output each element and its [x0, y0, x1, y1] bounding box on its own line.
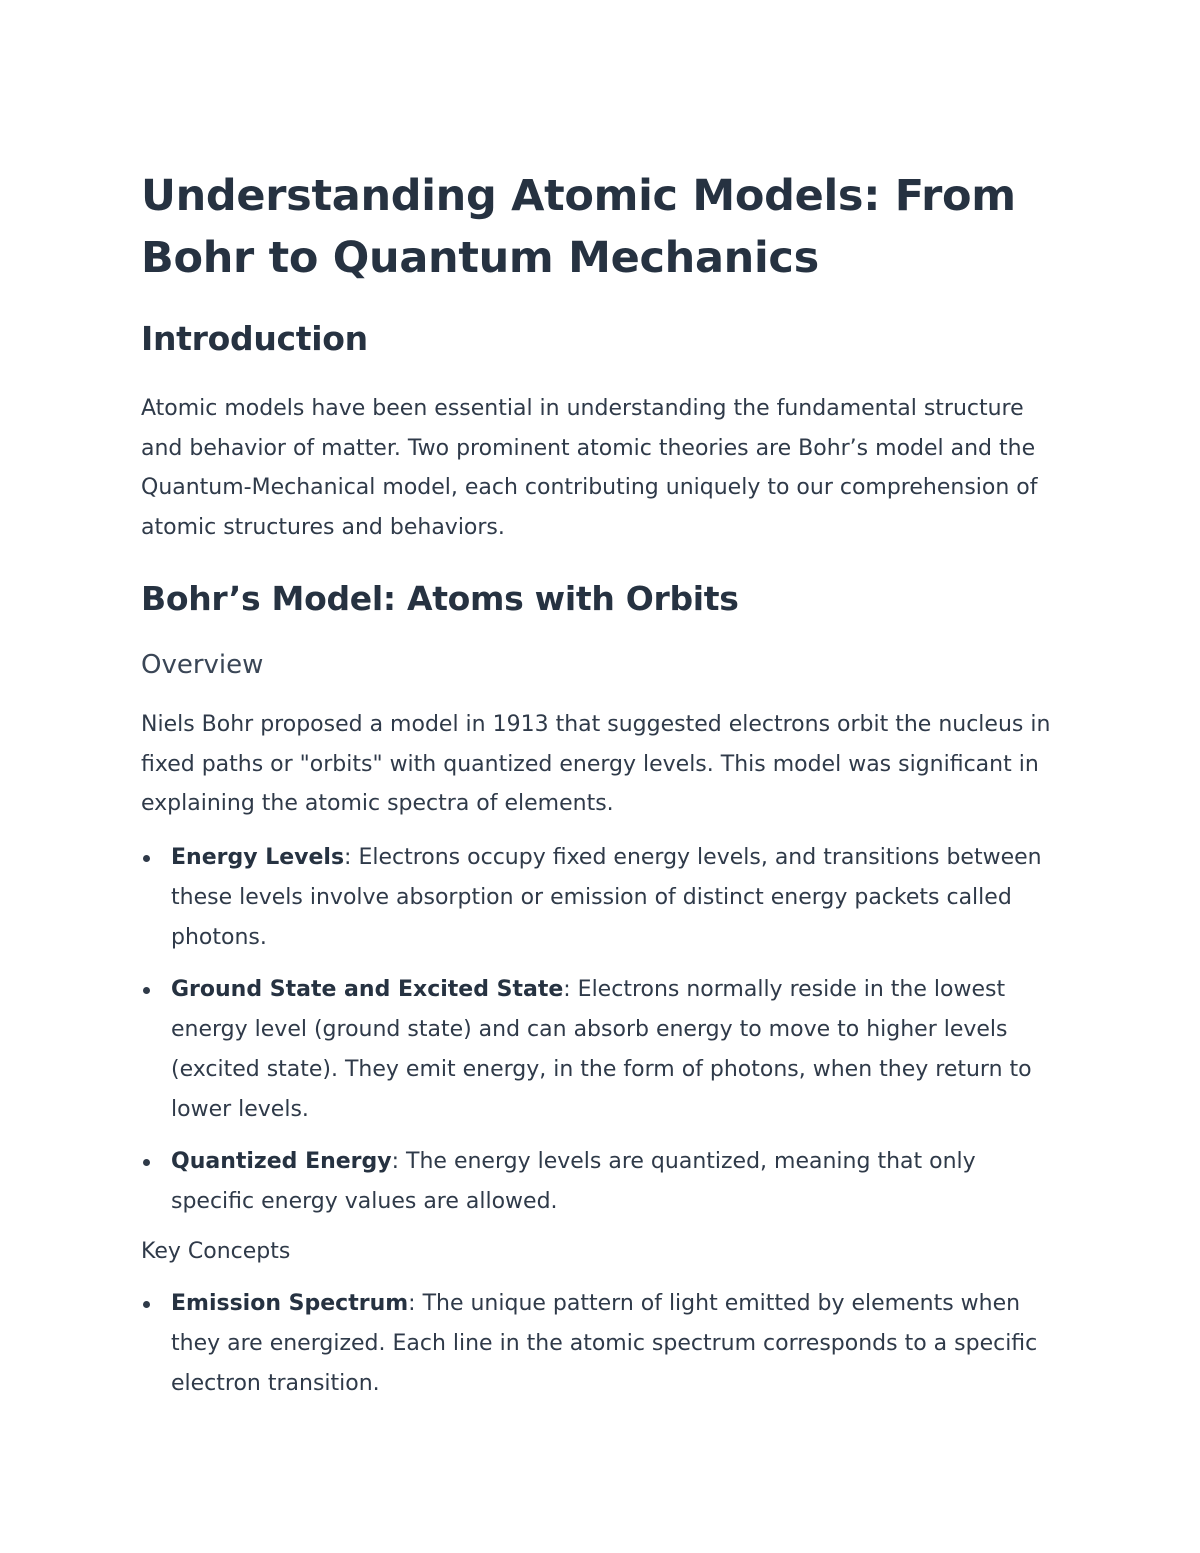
- list-item-term: Emission Spectrum: [171, 1290, 409, 1316]
- list-item-term: Ground State and Excited State: [171, 976, 564, 1002]
- list-item-text: : The energy levels are quantized, meaning that only specific energy values are allowed.: [171, 1148, 976, 1214]
- subsection-heading-overview: Overview: [141, 650, 264, 680]
- bullet-icon: [143, 1301, 150, 1308]
- document-page: [141, 165, 1061, 1404]
- list-item: [141, 838, 1061, 958]
- subsection-heading-key-concepts: Key Concepts: [141, 1238, 291, 1264]
- overview-paragraph: Niels Bohr proposed a model in 1913 that suggested electrons orbit the nucleus in fixed paths or "orbits" with quantized energy levels. This model was significant in explaining the atomic spectra of elements.: [141, 712, 1051, 816]
- section-heading-introduction: Introduction: [141, 319, 368, 358]
- list-item: [141, 1284, 1061, 1404]
- bullet-icon: [143, 987, 150, 994]
- section-heading-bohr-model: Bohr’s Model: Atoms with Orbits: [141, 579, 739, 618]
- intro-paragraph: Atomic models have been essential in understanding the fundamental structure and behavior of matter. Two prominent atomic theories are Bohr’s model and the Quantum-Mechanical model, each contributing uniquely to our comprehension of atomic structures and behaviors.: [141, 396, 1038, 540]
- list-item-term: Quantized Energy: [171, 1148, 392, 1174]
- list-item-text: : Electrons normally reside in the lowest energy level (ground state) and can absorb energy to move to higher levels (excited state). They emit energy, in the form of photons, when they return to lower levels.: [171, 976, 1032, 1122]
- key-concepts-list: [141, 1284, 1061, 1404]
- bullet-icon: [143, 855, 150, 862]
- bohr-points-list: [141, 838, 1061, 1222]
- list-item-term: Energy Levels: [171, 844, 345, 870]
- list-item-text: : Electrons occupy fixed energy levels, and transitions between these levels involve absorption or emission of distinct energy packets called photons.: [171, 844, 1042, 950]
- document-title: Understanding Atomic Models: From Bohr to Quantum Mechanics: [141, 171, 1016, 283]
- list-item-text: : The unique pattern of light emitted by elements when they are energized. Each line in the atomic spectrum corresponds to a specific electron transition.: [171, 1290, 1038, 1396]
- list-item: [141, 1142, 1061, 1222]
- list-item: [141, 970, 1061, 1130]
- bullet-icon: [143, 1159, 150, 1166]
